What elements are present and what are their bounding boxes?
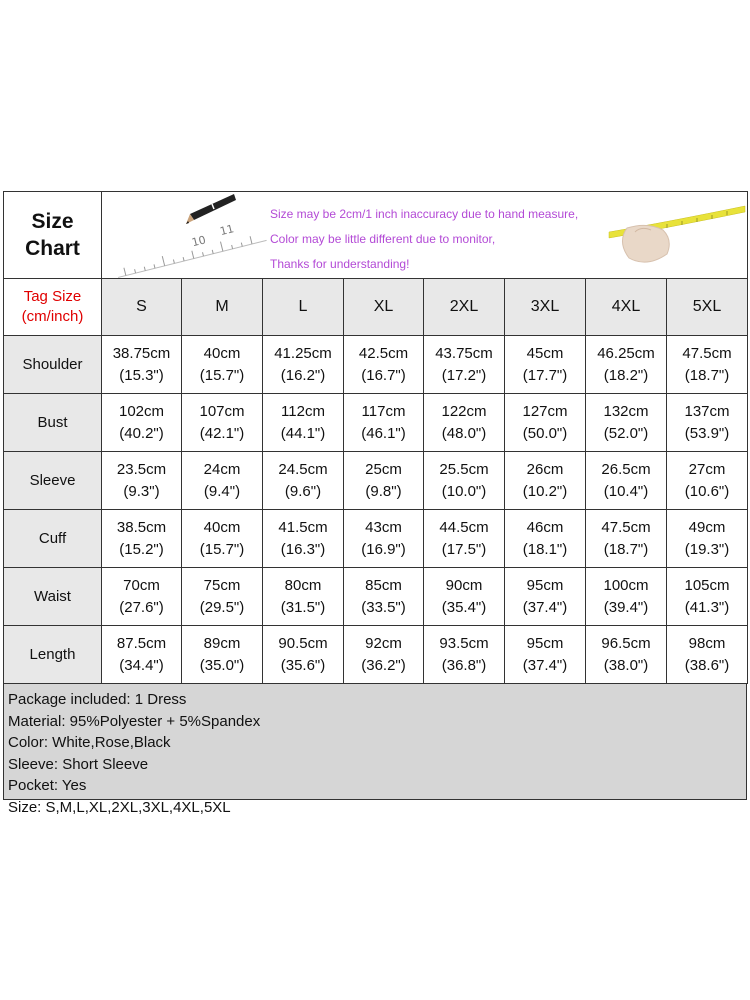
size-header-s: S <box>102 279 182 336</box>
size-header-4xl: 4XL <box>586 279 667 336</box>
inch-value: (17.2") <box>441 366 487 384</box>
cm-value: 38.5cm <box>116 518 167 536</box>
measurement-cell <box>586 452 667 510</box>
inch-value: (17.5") <box>441 540 487 558</box>
size-header-m: M <box>182 279 263 336</box>
cm-value: 44.5cm <box>439 518 489 536</box>
measurement-cell <box>505 568 586 626</box>
cm-value: 43.75cm <box>435 344 493 362</box>
inch-value: (52.0") <box>603 424 649 442</box>
measurement-cell <box>344 394 424 452</box>
inch-value: (17.7") <box>522 366 568 384</box>
cm-value: 102cm <box>118 402 165 420</box>
row-label: Cuff <box>4 510 102 568</box>
size-header-2xl: 2XL <box>424 279 505 336</box>
inch-value: (16.7") <box>361 366 406 384</box>
measurement-cell <box>505 510 586 568</box>
banner-note-thanks: Thanks for understanding! <box>270 257 410 271</box>
cm-value: 27cm <box>688 460 726 478</box>
measurement-cell <box>505 626 586 684</box>
measurement-cell <box>586 336 667 394</box>
inch-value: (15.3") <box>119 366 164 384</box>
measurement-cell <box>667 394 748 452</box>
measurement-row-length <box>4 626 748 684</box>
measurement-cell <box>667 626 748 684</box>
cm-value: 89cm <box>203 634 241 652</box>
title-line-1: Size <box>31 210 74 233</box>
inch-value: (9.6") <box>284 482 322 500</box>
inch-value: (9.4") <box>203 482 241 500</box>
inch-value: (27.6") <box>119 598 164 616</box>
cm-value: 70cm <box>123 576 160 594</box>
cm-value: 100cm <box>603 576 649 594</box>
measurement-cell <box>102 510 182 568</box>
inch-value: (46.1") <box>361 424 406 442</box>
inch-value: (38.6") <box>684 656 730 674</box>
ruler-label-10: 10 <box>190 233 208 250</box>
measurement-cell <box>263 336 344 394</box>
size-header-xl: XL <box>344 279 424 336</box>
inch-value: (10.2") <box>522 482 568 500</box>
cm-value: 93.5cm <box>439 634 489 652</box>
ruler-label-11: 11 <box>218 222 236 239</box>
cm-value: 95cm <box>526 634 564 652</box>
measurement-cell <box>344 336 424 394</box>
inch-value: (44.1") <box>280 424 326 442</box>
inch-value: (19.3") <box>684 540 730 558</box>
cm-value: 87.5cm <box>116 634 167 652</box>
measurement-cell <box>344 568 424 626</box>
cm-value: 40cm <box>203 518 241 536</box>
measurement-cell <box>102 626 182 684</box>
measurement-cell <box>263 568 344 626</box>
inch-value: (9.3") <box>123 482 160 500</box>
measurement-cell <box>344 510 424 568</box>
row-label: Shoulder <box>4 336 102 394</box>
title-line-2: Chart <box>25 237 80 260</box>
measurement-cell <box>424 394 505 452</box>
hand-tape-measure-illustration <box>607 192 747 278</box>
cm-value: 117cm <box>361 402 406 420</box>
note-material: Material: 95%Polyester + 5%Spandex <box>8 712 261 730</box>
inch-value: (36.2") <box>361 656 406 674</box>
row-label: Sleeve <box>4 452 102 510</box>
measurement-cell <box>263 394 344 452</box>
product-notes <box>3 684 747 816</box>
cm-value: 90.5cm <box>278 634 328 652</box>
cm-value: 112cm <box>281 402 325 420</box>
inch-value: (35.0") <box>199 656 245 674</box>
cm-value: 46.25cm <box>597 344 655 362</box>
inch-value: (18.1") <box>522 540 568 558</box>
inch-value: (9.8") <box>365 482 402 500</box>
inch-value: (10.6") <box>684 482 730 500</box>
inch-value: (15.7") <box>199 366 245 384</box>
inch-value: (18.2") <box>603 366 649 384</box>
measurement-cell <box>182 336 263 394</box>
inch-value: (42.1") <box>199 424 245 442</box>
inch-value: (31.5") <box>280 598 326 616</box>
inch-value: (48.0") <box>441 424 487 442</box>
row-label: Waist <box>4 568 102 626</box>
measurement-cell <box>344 452 424 510</box>
inch-value: (37.4") <box>522 656 568 674</box>
measurement-cell <box>424 510 505 568</box>
measurement-cell <box>263 626 344 684</box>
cm-value: 45cm <box>526 344 564 362</box>
measurement-cell <box>102 336 182 394</box>
measurement-cell <box>505 336 586 394</box>
measurement-cell <box>263 452 344 510</box>
inch-value: (37.4") <box>522 598 568 616</box>
measurement-cell <box>182 452 263 510</box>
cm-value: 105cm <box>684 576 730 594</box>
inch-value: (10.0") <box>441 482 487 500</box>
inch-value: (16.2") <box>280 366 326 384</box>
cm-value: 85cm <box>365 576 402 594</box>
cm-value: 127cm <box>522 402 568 420</box>
measurement-cell <box>182 510 263 568</box>
cm-value: 25.5cm <box>439 460 489 478</box>
measurement-cell <box>424 626 505 684</box>
measurement-cell <box>424 568 505 626</box>
size-header-l: L <box>263 279 344 336</box>
cm-value: 80cm <box>284 576 322 594</box>
row-label: Length <box>4 626 102 684</box>
cm-value: 23.5cm <box>116 460 167 478</box>
cm-value: 43cm <box>365 518 402 536</box>
measurement-cell <box>505 394 586 452</box>
measurement-row-shoulder <box>4 336 748 394</box>
cm-value: 107cm <box>199 402 245 420</box>
size-chart-title <box>4 192 102 279</box>
cm-value: 132cm <box>603 402 649 420</box>
measurement-cell <box>586 626 667 684</box>
measurement-cell <box>424 452 505 510</box>
cm-value: 49cm <box>688 518 726 536</box>
inch-value: (40.2") <box>119 424 164 442</box>
cm-value: 92cm <box>365 634 402 652</box>
measurement-cell <box>586 510 667 568</box>
measurement-cell <box>182 568 263 626</box>
cm-value: 47.5cm <box>682 344 732 362</box>
measurement-cell <box>424 336 505 394</box>
measurement-cell <box>505 452 586 510</box>
inch-value: (41.3") <box>684 598 730 616</box>
cm-value: 24.5cm <box>278 460 328 478</box>
inch-value: (15.2") <box>119 540 164 558</box>
size-chart-table <box>3 191 748 684</box>
measurement-cell <box>263 510 344 568</box>
pencil-icon <box>186 194 236 224</box>
inch-value: (34.4") <box>119 656 164 674</box>
cm-value: 90cm <box>445 576 483 594</box>
cm-value: 25cm <box>365 460 402 478</box>
ruler-pencil-illustration <box>102 192 272 278</box>
measurement-cell <box>344 626 424 684</box>
measurement-row-waist <box>4 568 748 626</box>
inch-value: (38.0") <box>603 656 649 674</box>
tag-size-label-line-2: (cm/inch) <box>21 308 84 325</box>
measurement-banner <box>102 192 748 279</box>
inch-value: (18.7") <box>684 366 730 384</box>
inch-value: (53.9") <box>684 424 730 442</box>
inch-value: (29.5") <box>199 598 245 616</box>
cm-value: 42.5cm <box>358 344 409 362</box>
inch-value: (16.3") <box>280 540 326 558</box>
measurement-cell <box>102 452 182 510</box>
measurement-cell <box>102 568 182 626</box>
note-package: Package included: 1 Dress <box>8 691 187 708</box>
inch-value: (36.8") <box>441 656 487 674</box>
inch-value: (15.7") <box>199 540 245 558</box>
measurement-cell <box>182 626 263 684</box>
cm-value: 122cm <box>441 402 487 420</box>
cm-value: 95cm <box>526 576 564 594</box>
cm-value: 137cm <box>684 402 730 420</box>
cm-value: 75cm <box>203 576 241 594</box>
cm-value: 26cm <box>526 460 564 478</box>
inch-value: (16.9") <box>361 540 406 558</box>
measurement-cell <box>667 568 748 626</box>
note-sleeve: Sleeve: Short Sleeve <box>8 755 149 773</box>
inch-value: (39.4") <box>603 598 649 616</box>
cm-value: 24cm <box>203 460 241 478</box>
measurement-row-sleeve <box>4 452 748 510</box>
measurement-rows <box>4 336 748 684</box>
measurement-cell <box>667 510 748 568</box>
cm-value: 98cm <box>688 634 726 652</box>
cm-value: 26.5cm <box>601 460 651 478</box>
cm-value: 96.5cm <box>601 634 651 652</box>
measurement-cell <box>667 336 748 394</box>
inch-value: (10.4") <box>603 482 649 500</box>
row-label: Bust <box>4 394 102 452</box>
cm-value: 41.25cm <box>274 344 332 362</box>
size-header-3xl: 3XL <box>505 279 586 336</box>
cm-value: 46cm <box>526 518 564 536</box>
size-chart <box>3 191 747 816</box>
inch-value: (35.6") <box>280 656 326 674</box>
measurement-cell <box>102 394 182 452</box>
tag-size-label <box>4 279 102 336</box>
measurement-cell <box>586 394 667 452</box>
measurement-cell <box>182 394 263 452</box>
inch-value: (18.7") <box>603 540 649 558</box>
cm-value: 47.5cm <box>601 518 651 536</box>
inch-value: (33.5") <box>361 598 406 616</box>
measurement-row-bust <box>4 394 748 452</box>
measurement-cell <box>667 452 748 510</box>
size-header-5xl: 5XL <box>667 279 748 336</box>
note-pocket: Pocket: Yes <box>8 777 87 795</box>
size-header-row <box>4 279 748 336</box>
note-sizes: Size: S,M,L,XL,2XL,3XL,4XL,5XL <box>8 798 231 816</box>
tag-size-label-line-1: Tag Size <box>23 288 82 305</box>
banner-note-color: Color may be little different due to monitor, <box>270 232 496 246</box>
inch-value: (35.4") <box>441 598 487 616</box>
cm-value: 38.75cm <box>112 344 171 362</box>
measurement-cell <box>586 568 667 626</box>
cm-value: 41.5cm <box>278 518 328 536</box>
inch-value: (50.0") <box>522 424 568 442</box>
banner-note-accuracy: Size may be 2cm/1 inch inaccuracy due to hand measure, <box>270 207 579 221</box>
header-row <box>4 192 748 279</box>
cm-value: 40cm <box>203 344 241 362</box>
note-color: Color: White,Rose,Black <box>8 734 171 752</box>
measurement-row-cuff <box>4 510 748 568</box>
